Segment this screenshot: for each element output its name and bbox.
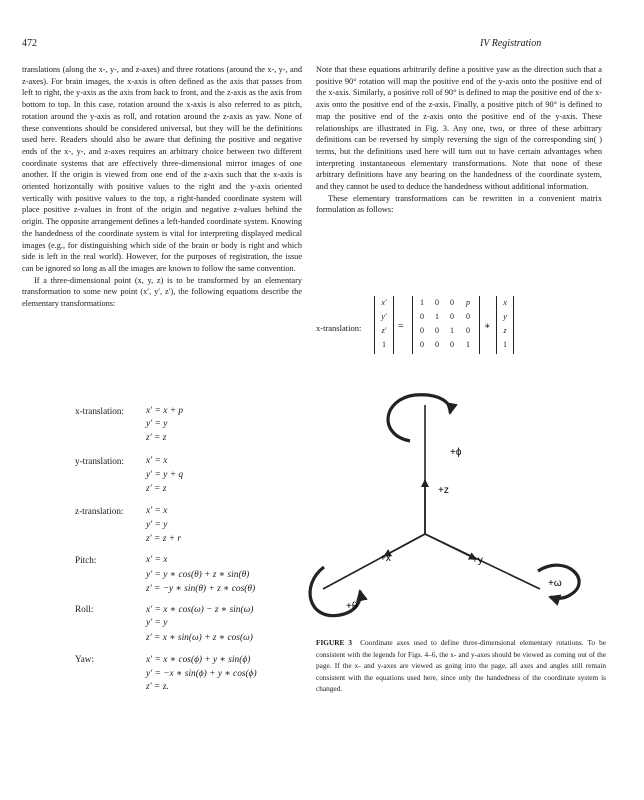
label-plus-y: +y xyxy=(472,555,483,566)
label-plus-x: +x xyxy=(380,553,391,564)
matrix-cell: 0 xyxy=(420,312,424,321)
eq-line: x′ = x ∗ cos(ω) − z ∗ sin(ω) xyxy=(146,605,254,615)
rhs-vector xyxy=(496,296,514,354)
eq-label: y-translation: xyxy=(75,456,124,466)
matrix-cell: 1 xyxy=(450,326,454,335)
right-paragraph-1: Note that these equations arbitrarily define a positive yaw as the direction such that a positive 90° rotation will map the positive end of the y-axis onto the positive end of the x-axis. Similarly, a positive roll of 90° is defined to map the positive end of the x-axis onto the positive end of the z-axis. Finally, a positive pitch of 90° is defined to map the positive end of the z-axis onto the positive end of the y-axis. These relationships are illustrated in Fig. 3. Any one, two, or three of these arbitrary definitions can be reversed by simply reversing the sign of the corresponding sin( ) terms, but the definitions used here will turn out to have certain advantages when interpreting instantaneous elementary transformations. Note that none of these arbitrary definitions have any bearing on the handedness of the coordinate system, and they cannot be used to deduce the handedness without additional information. xyxy=(316,65,602,192)
eq-label: x-translation: xyxy=(75,406,124,416)
eq-line: z′ = z. xyxy=(146,682,169,692)
rhs-entry: y xyxy=(503,312,507,321)
label-plus-omega: +ω xyxy=(548,578,562,589)
transform-matrix xyxy=(412,296,480,354)
matrix-cell: 1 xyxy=(466,340,470,349)
label-plus-z: +z xyxy=(438,485,449,496)
rhs-entry: 1 xyxy=(503,340,507,349)
eq-label: Yaw: xyxy=(75,654,94,664)
yaw-rotation-arrow xyxy=(388,395,450,441)
label-plus-theta: +θ xyxy=(346,601,358,612)
lhs-entry: 1 xyxy=(382,340,386,349)
matrix-cell: 0 xyxy=(450,298,454,307)
right-column xyxy=(316,64,602,216)
left-column xyxy=(22,64,302,310)
eq-line: x′ = x xyxy=(146,506,168,516)
matrix-cell: 0 xyxy=(435,298,439,307)
matrix-cell: 1 xyxy=(435,312,439,321)
lhs-entry: z′ xyxy=(381,326,387,335)
eq-line: x′ = x xyxy=(146,456,168,466)
eq-line: z′ = −y ∗ sin(θ) + z ∗ cos(θ) xyxy=(146,584,256,594)
matrix-label: x-translation: xyxy=(316,323,362,333)
matrix-cell: 0 xyxy=(450,312,454,321)
lhs-vector xyxy=(374,296,394,354)
eq-line: y′ = y xyxy=(146,618,168,628)
lhs-entry: x′ xyxy=(381,298,387,307)
equals-sign: = xyxy=(398,321,404,332)
right-paragraph-2: These elementary transformations can be rewritten in a convenient matrix formulation as follows: xyxy=(316,193,602,215)
eq-line: x′ = x ∗ cos(ϕ) + y ∗ sin(ϕ) xyxy=(146,655,251,665)
matrix-cell: 0 xyxy=(435,326,439,335)
figure-3-axes xyxy=(300,375,600,635)
matrix-equation xyxy=(316,290,606,360)
matrix-cell: 1 xyxy=(420,298,424,307)
caption-text: Coordinate axes used to define three-dimensional elementary rotations. To be consistent with the legends for Figs. 4–6, the x- and y-axes should be viewed as coming out of the page. If the x- and y-axes are viewed as going into the page, all axes and angles still remain consistent with the equations used here, since only the handedness of the coordinate system is changed. xyxy=(316,638,606,693)
left-paragraph-1: translations (along the x-, y-, and z-axes) and three rotations (around the x-, y-, and z-axes). For brain images, the x-axis is often defined as the axis that passes from left to right, the y-axis as the axis from back to front, and the z-axis as the axis from bottom to top. In this case, rotation around the x-axis is also referred to as pitch, rotation around the y-axis as roll, and rotation around the z-axis as yaw. None of these conventions should be considered universal, but they will be the definitions used here. Readers should also be aware that defining the positive and negative ends of the x-, y-, and z-axes requires an arbitrary choice between two different coordinate systems that are effectively three-dimensional mirror images of one another. If the origin is viewed from one end of the z-axis such that the x-axis is oriented horizontally with positive values to the right and the y-axis oriented vertically with positive values to the top, a right-handed coordinate system will place positive z-values in front of the origin and negative z-values behind the origin. The opposite arrangement defines a left-handed coordinate system. Knowing the handedness of the coordinate system is vital for interpreting displayed medical images (e.g., for distinguishing which side of the brain or body is right and which side is left in the real world). However, for the purposes of registration, the issue can be ignored so long as all the images are known to follow the same convention. xyxy=(22,65,302,273)
caption-label: FIGURE 3 xyxy=(316,638,353,647)
eq-label: z-translation: xyxy=(75,506,124,516)
eq-line: y′ = y + q xyxy=(146,470,184,480)
running-header: IV Registration xyxy=(480,38,542,49)
matrix-cell: 0 xyxy=(420,326,424,335)
matrix-cell: 0 xyxy=(466,312,470,321)
y-axis-arrow xyxy=(425,534,476,559)
eq-line: x′ = x xyxy=(146,555,168,565)
matrix-cell: 0 xyxy=(420,340,424,349)
eq-line: z′ = z xyxy=(146,433,167,443)
eq-line: x′ = x + p xyxy=(146,406,184,416)
matrix-cell: 0 xyxy=(450,340,454,349)
times-sign: ∗ xyxy=(484,321,491,332)
eq-label: Roll: xyxy=(75,604,94,614)
eq-line: z′ = z xyxy=(146,484,167,494)
eq-line: y′ = y ∗ cos(θ) + z ∗ sin(θ) xyxy=(146,570,250,580)
eq-line: y′ = −x ∗ sin(ϕ) + y ∗ cos(ϕ) xyxy=(146,669,257,679)
left-paragraph-2: If a three-dimensional point (x, y, z) is to be transformed by an elementary transformation to some new point (x′, y′, z′), the following equations describe the elementary transformations: xyxy=(22,275,302,309)
page-number: 472 xyxy=(22,38,37,49)
matrix-cell: 0 xyxy=(435,340,439,349)
equations-block xyxy=(0,398,310,698)
eq-line: z′ = x ∗ sin(ω) + z ∗ cos(ω) xyxy=(146,633,253,643)
rhs-entry: z xyxy=(503,326,507,335)
eq-line: y′ = y xyxy=(146,520,168,530)
figure-caption xyxy=(316,637,606,695)
eq-label: Pitch: xyxy=(75,555,97,565)
rhs-entry: x xyxy=(503,298,507,307)
lhs-entry: y′ xyxy=(381,312,387,321)
eq-line: z′ = z + r xyxy=(146,534,182,544)
matrix-cell: p xyxy=(466,298,470,307)
label-plus-phi: +ϕ xyxy=(450,447,462,458)
eq-line: y′ = y xyxy=(146,419,168,429)
matrix-cell: 0 xyxy=(466,326,470,335)
